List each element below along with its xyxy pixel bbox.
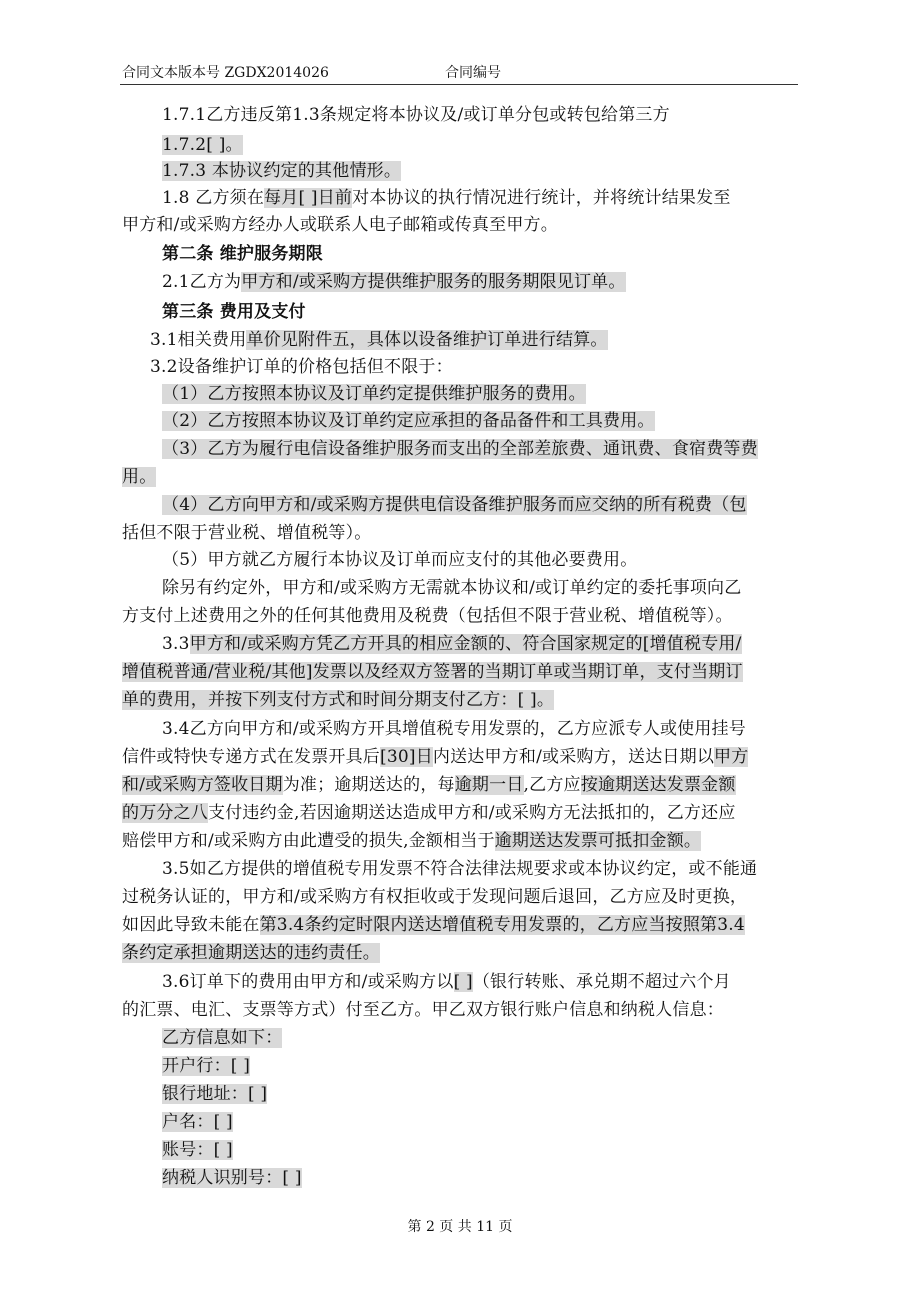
item-5: （5）甲方就乙方履行本协议及订单而应支付的其他必要费用。 xyxy=(162,550,638,570)
payee-info-title: 乙方信息如下： xyxy=(162,1028,283,1048)
taxpayer-id-field: 纳税人识别号：[ ] xyxy=(162,1168,302,1188)
note-line-2: 方支付上述费用之外的任何其他费用及税费（包括但不限于营业税、增值税等）。 xyxy=(122,606,733,626)
clause-3-4-cont-3: 的万分之八支付违约金,若因逾期送达造成甲方和/或采购方无法抵扣的，乙方还应 xyxy=(122,803,736,823)
article-2-title: 第二条 维护服务期限 xyxy=(162,244,323,264)
bank-name-field: 开户行：[ ] xyxy=(162,1056,251,1076)
account-number-field: 账号：[ ] xyxy=(162,1140,233,1160)
article-3-title: 第三条 费用及支付 xyxy=(162,302,306,322)
clause-3-3-cont-1: 增值税普通/营业税/其他]发票以及经双方签署的当期订单或当期订单，支付当期订 xyxy=(122,662,743,682)
clause-1-7-1: 1.7.1乙方违反第1.3条规定将本协议及/或订单分包或转包给第三方 xyxy=(162,105,670,125)
account-name-field: 户名：[ ] xyxy=(162,1112,233,1132)
item-4-cont: 括但不限于营业税、增值税等）。 xyxy=(122,523,372,543)
clause-3-4: 3.4乙方向甲方和/或采购方开具增值税专用发票的，乙方应派专人或使用挂号 xyxy=(162,719,746,739)
clause-1-7-3: 1.7.3 本协议约定的其他情形。 xyxy=(162,161,402,181)
item-2: （2）乙方按照本协议及订单约定应承担的备品备件和工具费用。 xyxy=(162,411,655,431)
item-4: （4）乙方向甲方和/或采购方提供电信设备维护服务而应交纳的所有税费（包 xyxy=(162,495,747,515)
clause-3-3-cont-2: 单的费用，并按下列支付方式和时间分期支付乙方：[ ]。 xyxy=(122,690,555,710)
clause-3-4-cont-4: 赔偿甲方和/或采购方由此遭受的损失,金额相当于逾期送达发票可抵扣金额。 xyxy=(122,831,702,851)
clause-1-8: 1.8 乙方须在每月[ ]日前对本协议的执行情况进行统计，并将统计结果发至 xyxy=(162,188,731,208)
clause-3-1: 3.1相关费用单价见附件五，具体以设备维护订单进行结算。 xyxy=(150,330,608,350)
item-1: （1）乙方按照本协议及订单约定提供维护服务的费用。 xyxy=(162,384,586,404)
clause-3-4-cont-2: 和/或采购方签收日期为准；逾期送达的，每逾期一日,乙方应按逾期送达发票金额 xyxy=(122,775,736,795)
clause-3-3: 3.3甲方和/或采购方凭乙方开具的相应金额的、符合国家规定的[增值税专用/ xyxy=(162,634,742,654)
bank-address-field: 银行地址：[ ] xyxy=(162,1084,268,1104)
header-contract-number: 合同编号 xyxy=(445,65,501,81)
clause-3-6: 3.6订单下的费用由甲方和/或采购方以[ ]（银行转账、承兑期不超过六个月 xyxy=(162,972,731,992)
clause-3-2: 3.2设备维护订单的价格包括但不限于： xyxy=(150,357,453,377)
item-3-cont: 用。 xyxy=(122,467,157,487)
note-line-1: 除另有约定外，甲方和/或采购方无需就本协议和/或订单约定的委托事项向乙 xyxy=(162,578,742,598)
page-number: 第 2 页 共 11 页 xyxy=(407,1219,513,1235)
clause-3-5-cont-1: 过税务认证的，甲方和/或采购方有权拒收或于发现问题后退回，乙方应及时更换， xyxy=(122,887,748,907)
clause-3-5-cont-2: 如因此导致未能在第3.4条约定时限内送达增值税专用发票的，乙方应当按照第3.4 xyxy=(122,915,745,935)
header-divider xyxy=(120,84,798,85)
clause-1-8-cont: 甲方和/或采购方经办人或联系人电子邮箱或传真至甲方。 xyxy=(122,215,558,235)
clause-3-5-cont-3: 条约定承担逾期送达的违约责任。 xyxy=(122,943,380,963)
clause-3-5: 3.5如乙方提供的增值税专用发票不符合法律法规要求或本协议约定，或不能通 xyxy=(162,859,758,879)
clause-3-4-cont-1: 信件或特快专递方式在发票开具后[30]日内送达甲方和/或采购方，送达日期以甲方 xyxy=(122,747,749,767)
item-3: （3）乙方为履行电信设备维护服务而支出的全部差旅费、通讯费、食宿费等费 xyxy=(162,439,758,459)
clause-2-1: 2.1乙方为甲方和/或采购方提供维护服务的服务期限见订单。 xyxy=(162,272,626,292)
clause-3-6-cont: 的汇票、电汇、支票等方式）付至乙方。甲乙双方银行账户信息和纳税人信息： xyxy=(122,1000,724,1020)
clause-1-7-2: 1.7.2[ ]。 xyxy=(162,135,243,155)
header-version: 合同文本版本号 ZGDX2014026 xyxy=(122,65,329,81)
